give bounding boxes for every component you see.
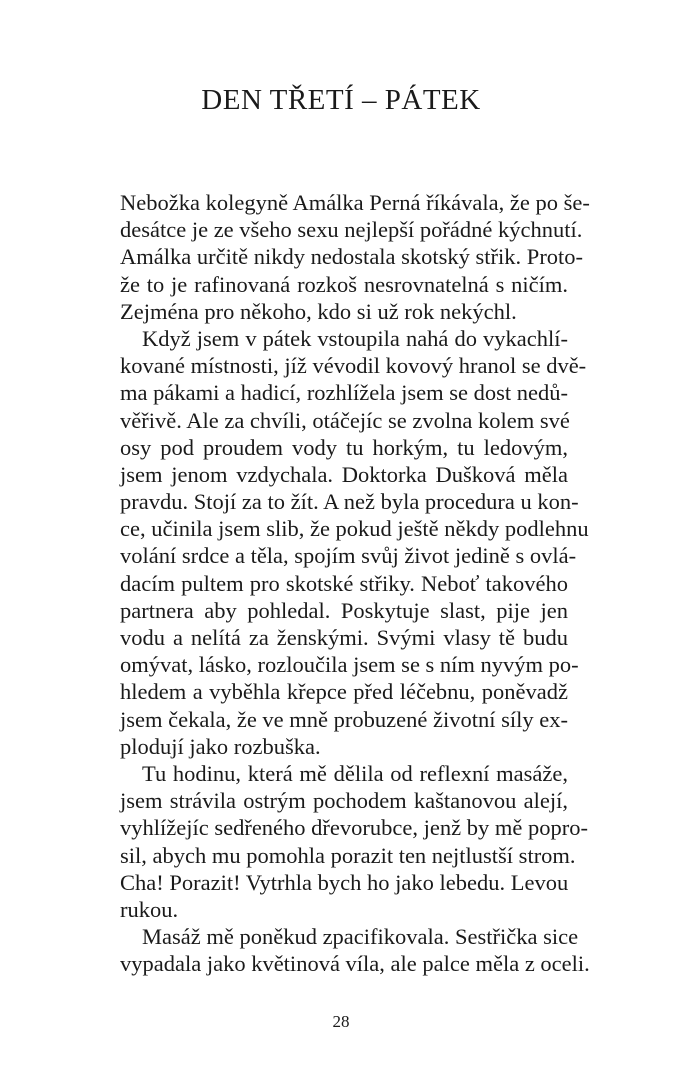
text-line: volání srdce a těla, spojím svůj život jedině s ovlá-	[120, 543, 577, 569]
text-line: omývat, lásko, rozloučila jsem se s ním nyvým po-	[120, 652, 579, 678]
text-line: Masáž mě poněkud zpacifikovala. Sestřička sice	[142, 924, 579, 950]
text-line: pravdu. Stojí za to žít. A než byla procedura u kon-	[120, 489, 579, 515]
text-line: sil, abych mu pomohla porazit ten nejtlustší strom.	[120, 842, 576, 868]
text-line: partnera aby pohledal. Poskytuje slast, pije jen	[120, 597, 568, 623]
text-line: jsem strávila ostrým pochodem kaštanovou alejí,	[120, 788, 568, 814]
text-line: Amálka určitě nikdy nedostala skotský střik. Proto-	[120, 244, 584, 270]
text-line: osy pod proudem vody tu horkým, tu ledovým,	[120, 434, 568, 460]
text-line: Když jsem v pátek vstoupila nahá do vykachlí-	[142, 325, 568, 351]
text-line: Nebožka kolegyně Amálka Perná říkávala, že po še-	[120, 190, 590, 215]
text-line: vodu a nelítá za ženskými. Svými vlasy tě budu	[120, 625, 568, 650]
text-line: jsem čekala, že ve mně probuzené životní síly ex-	[120, 706, 568, 732]
text-line: hledem a vyběhla křepce před léčebnu, poněvadž	[120, 679, 568, 705]
text-line: Zejména pro někoho, kdo si už rok nekýchl.	[120, 298, 517, 324]
text-line: vypadala jako květinová víla, ale palce měla z oceli.	[120, 951, 590, 977]
text-line: desátce je ze všeho sexu nejlepší pořádné kýchnutí.	[120, 217, 583, 243]
text-line: kované místnosti, jíž vévodil kovový hranol se dvě-	[120, 353, 587, 379]
text-line: ma pákami a hadicí, rozhlížela jsem se dost nedů-	[120, 380, 568, 406]
page-number: 28	[332, 1012, 350, 1031]
text-line: dacím pultem pro skotské střiky. Neboť takového	[120, 570, 568, 596]
chapter-title: DEN TŘETÍ – PÁTEK	[201, 84, 481, 116]
text-line: že to je rafinovaná rozkoš nesrovnatelná s ničím.	[120, 271, 568, 297]
text-line: ce, učinila jsem slib, že pokud ještě někdy podlehnu	[120, 516, 589, 542]
text-line: jsem jenom vzdychala. Doktorka Dušková měla	[120, 461, 568, 487]
text-line: Tu hodinu, která mě dělila od reflexní masáže,	[142, 760, 568, 786]
text-line: plodují jako rozbuška.	[120, 733, 321, 759]
text-line: rukou.	[120, 896, 179, 922]
text-line: Cha! Porazit! Vytrhla bych ho jako lebedu. Levou	[120, 869, 569, 895]
text-line: vyhlížejíc sedřeného dřevorubce, jenž by mě popro-	[120, 815, 588, 841]
text-line: věřivě. Ale za chvíli, otáčejíc se zvolna kolem své	[120, 407, 570, 433]
body-text	[120, 189, 590, 977]
